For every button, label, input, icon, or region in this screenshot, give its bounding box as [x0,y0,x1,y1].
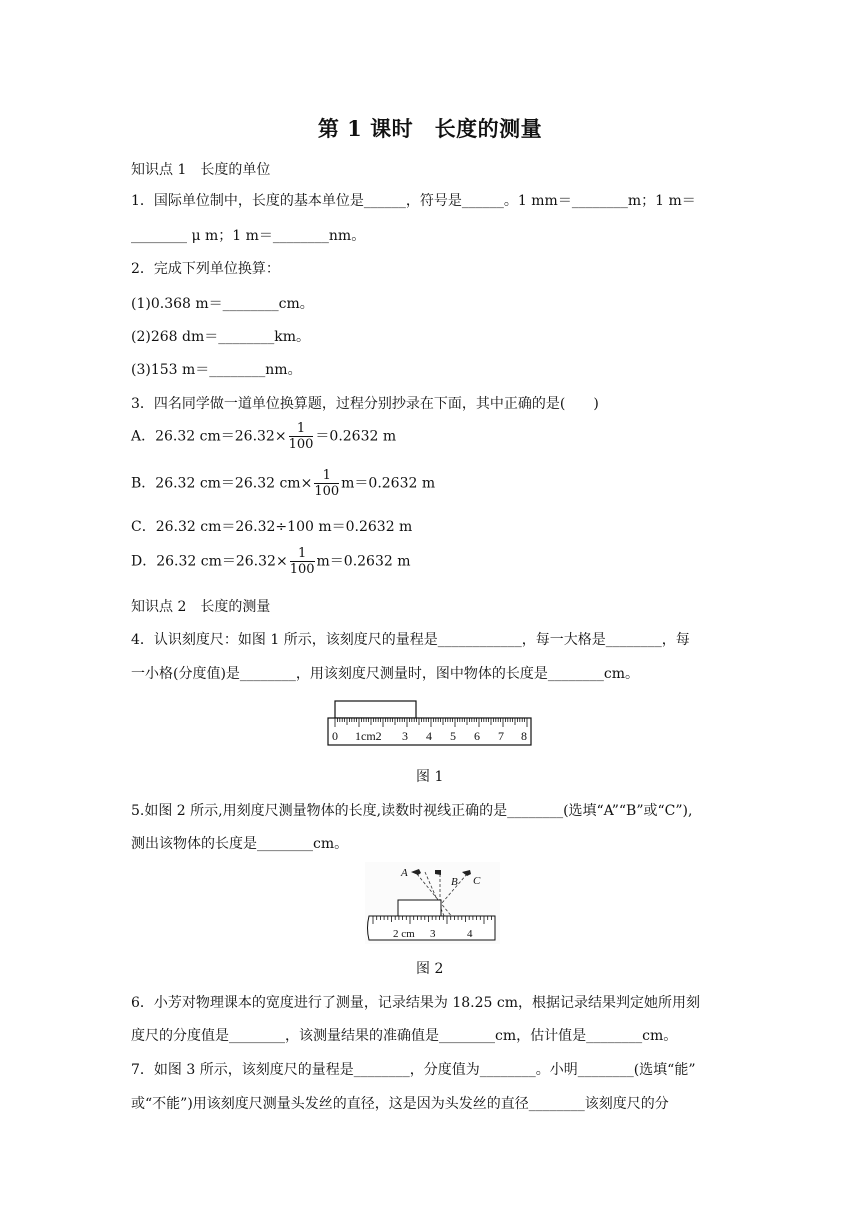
figure-1-ruler [326,700,536,750]
question-5-line-2: 测出该物体的长度是________cm。 [131,836,349,852]
ruler-label: 8 [521,729,527,743]
question-3-option-b [131,468,435,499]
question-3-stem: 3．四名同学做一道单位换算题，过程分别抄录在下面，其中正确的是( ) [131,396,599,412]
fraction [290,546,315,577]
fraction-denominator: 100 [289,562,315,577]
eye-label: C [473,875,481,887]
option-d-text: D．26.32 cm＝26.32× [131,553,288,570]
option-a-text: A．26.32 cm＝26.32× [131,428,287,445]
page-title: 第 1 课时 长度的测量 [317,116,543,141]
question-6-line-1: 6．小芳对物理课本的宽度进行了测量，记录结果为 18.25 cm，根据记录结果判定她所用刻 [131,995,701,1011]
question-6-line-2: 度尺的分度值是________，该测量结果的准确值是________cm，估计值是________cm。 [131,1028,678,1044]
question-1-line-1: 1．国际单位制中，长度的基本单位是______，符号是______。1 mm＝________m；1 m＝ [131,193,696,209]
eye-label: B [451,876,458,888]
question-2-item-2: (2)268 dm＝________km。 [131,329,310,345]
fraction-numerator: 1 [290,546,315,562]
question-4-line-1: 4．认识刻度尺：如图 1 所示，该刻度尺的量程是____________，每一大格是________，每 [131,632,690,648]
option-d-result: m＝0.2632 m [316,553,411,570]
fraction [314,468,339,499]
fraction-denominator: 100 [314,484,340,499]
ruler-label: 0 [332,729,338,743]
fraction-numerator: 1 [314,468,339,484]
ruler-label: 3 [430,928,436,940]
question-2-stem: 2．完成下列单位换算： [131,261,280,277]
ruler-label: 2 cm [393,928,415,940]
figure-2-caption: 图 2 [416,961,444,977]
question-5-line-1: 5.如图 2 所示,用刻度尺测量物体的长度,读数时视线正确的是________(选填“A”“B”或“C”), [131,803,693,819]
fraction-denominator: 100 [288,437,314,452]
measured-object [398,900,441,916]
option-b-text: B．26.32 cm＝26.32 cm× [131,475,313,492]
figure-1-caption: 图 1 [416,769,444,785]
ruler-label: 6 [474,729,480,743]
section-heading-2: 知识点 2 长度的测量 [131,599,271,615]
question-3-option-a [131,421,396,452]
question-2-item-1: (1)0.368 m＝________cm。 [131,296,314,312]
question-4-line-2: 一小格(分度值)是________，用该刻度尺测量时，图中物体的长度是________cm。 [131,666,640,682]
ruler-label: 4 [426,729,432,743]
eye-label: A [401,867,408,879]
question-7-line-1: 7．如图 3 所示，该刻度尺的量程是________，分度值为________。小明________(选填“能” [131,1062,696,1078]
ruler-label: 1cm2 [355,729,382,743]
question-1-line-2: ________ μ m；1 m＝________nm。 [131,228,366,244]
ruler-label: 4 [467,928,473,940]
option-a-result: ＝0.2632 m [315,428,397,445]
section-heading-1: 知识点 1 长度的单位 [131,162,271,178]
question-3-option-c: C．26.32 cm＝26.32÷100 m＝0.2632 m [131,519,413,535]
fraction [289,421,314,452]
question-3-option-d [131,546,411,577]
figure-2-reading-diagram [365,862,500,944]
fraction-numerator: 1 [289,421,314,437]
ruler-label: 3 [402,729,408,743]
ruler-label: 5 [450,729,456,743]
question-2-item-3: (3)153 m＝________nm。 [131,362,302,378]
ruler-label: 7 [498,729,504,743]
measured-object [335,701,416,718]
question-7-line-2: 或“不能”)用该刻度尺测量头发丝的直径，这是因为头发丝的直径________该刻度尺的分 [131,1096,669,1112]
option-b-result: m＝0.2632 m [341,475,436,492]
